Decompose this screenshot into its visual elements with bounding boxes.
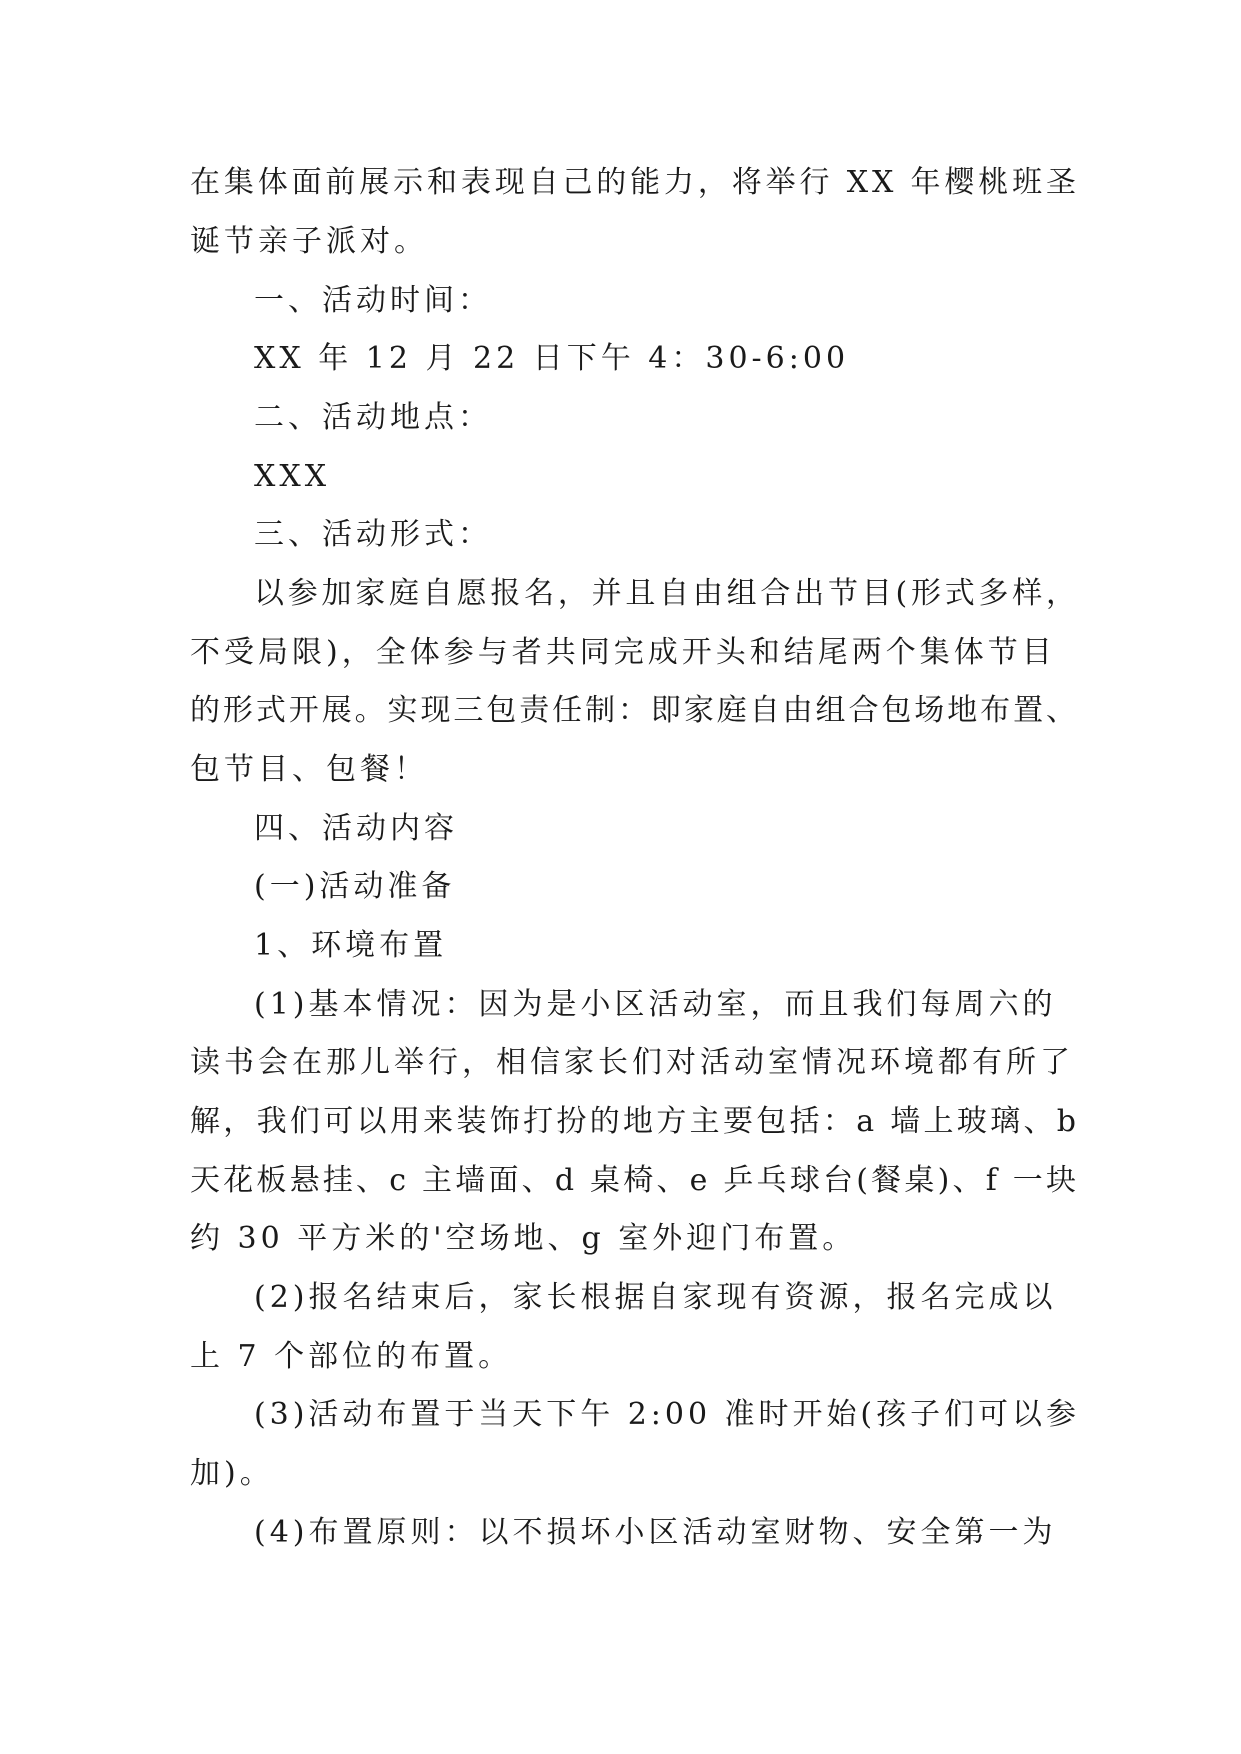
paragraph-line: 加)。: [190, 1456, 274, 1491]
subsection-heading: (一)活动准备: [254, 869, 456, 904]
paragraph-line: 上 7 个部位的布置。: [190, 1339, 513, 1374]
paragraph-line: 不受局限)，全体参与者共同完成开头和结尾两个集体节目: [190, 635, 1056, 670]
section-heading-content: 四、活动内容: [254, 811, 458, 846]
paragraph-line: 读书会在那儿举行，相信家长们对活动室情况环境都有所了: [190, 1045, 1074, 1080]
paragraph-line: (4)布置原则：以不损坏小区活动室财物、安全第一为: [254, 1515, 1057, 1550]
section-heading-location: 二、活动地点：: [254, 400, 492, 435]
paragraph-line: 约 30 平方米的'空场地、g 室外迎门布置。: [190, 1221, 857, 1256]
paragraph-line: (1)基本情况：因为是小区活动室，而且我们每周六的: [254, 987, 1057, 1022]
paragraph-line: 诞节亲子派对。: [190, 224, 428, 259]
paragraph-line: (3)活动布置于当天下午 2:00 准时开始(孩子们可以参: [254, 1397, 1080, 1432]
paragraph-line: 包节目、包餐！: [190, 752, 428, 787]
paragraph-line: 以参加家庭自愿报名，并且自由组合出节目(形式多样，: [254, 576, 1080, 611]
section-heading-time: 一、活动时间：: [254, 283, 492, 318]
paragraph-line: 的形式开展。实现三包责任制：即家庭自由组合包场地布置、: [190, 693, 1079, 728]
paragraph-line: 解，我们可以用来装饰打扮的地方主要包括：a 墙上玻璃、b: [190, 1104, 1080, 1139]
paragraph-line: XXX: [254, 459, 331, 494]
paragraph-line: 在集体面前展示和表现自己的能力，将举行 XX 年樱桃班圣: [190, 165, 1080, 200]
paragraph-line: 天花板悬挂、c 主墙面、d 桌椅、e 乒乓球台(餐桌)、f 一块: [190, 1163, 1080, 1198]
subsection-heading: 1、环境布置: [254, 928, 448, 963]
section-heading-format: 三、活动形式：: [254, 517, 492, 552]
paragraph-line: XX 年 12 月 22 日下午 4：30-6:00: [254, 341, 850, 376]
paragraph-line: (2)报名结束后，家长根据自家现有资源，报名完成以: [254, 1280, 1057, 1315]
